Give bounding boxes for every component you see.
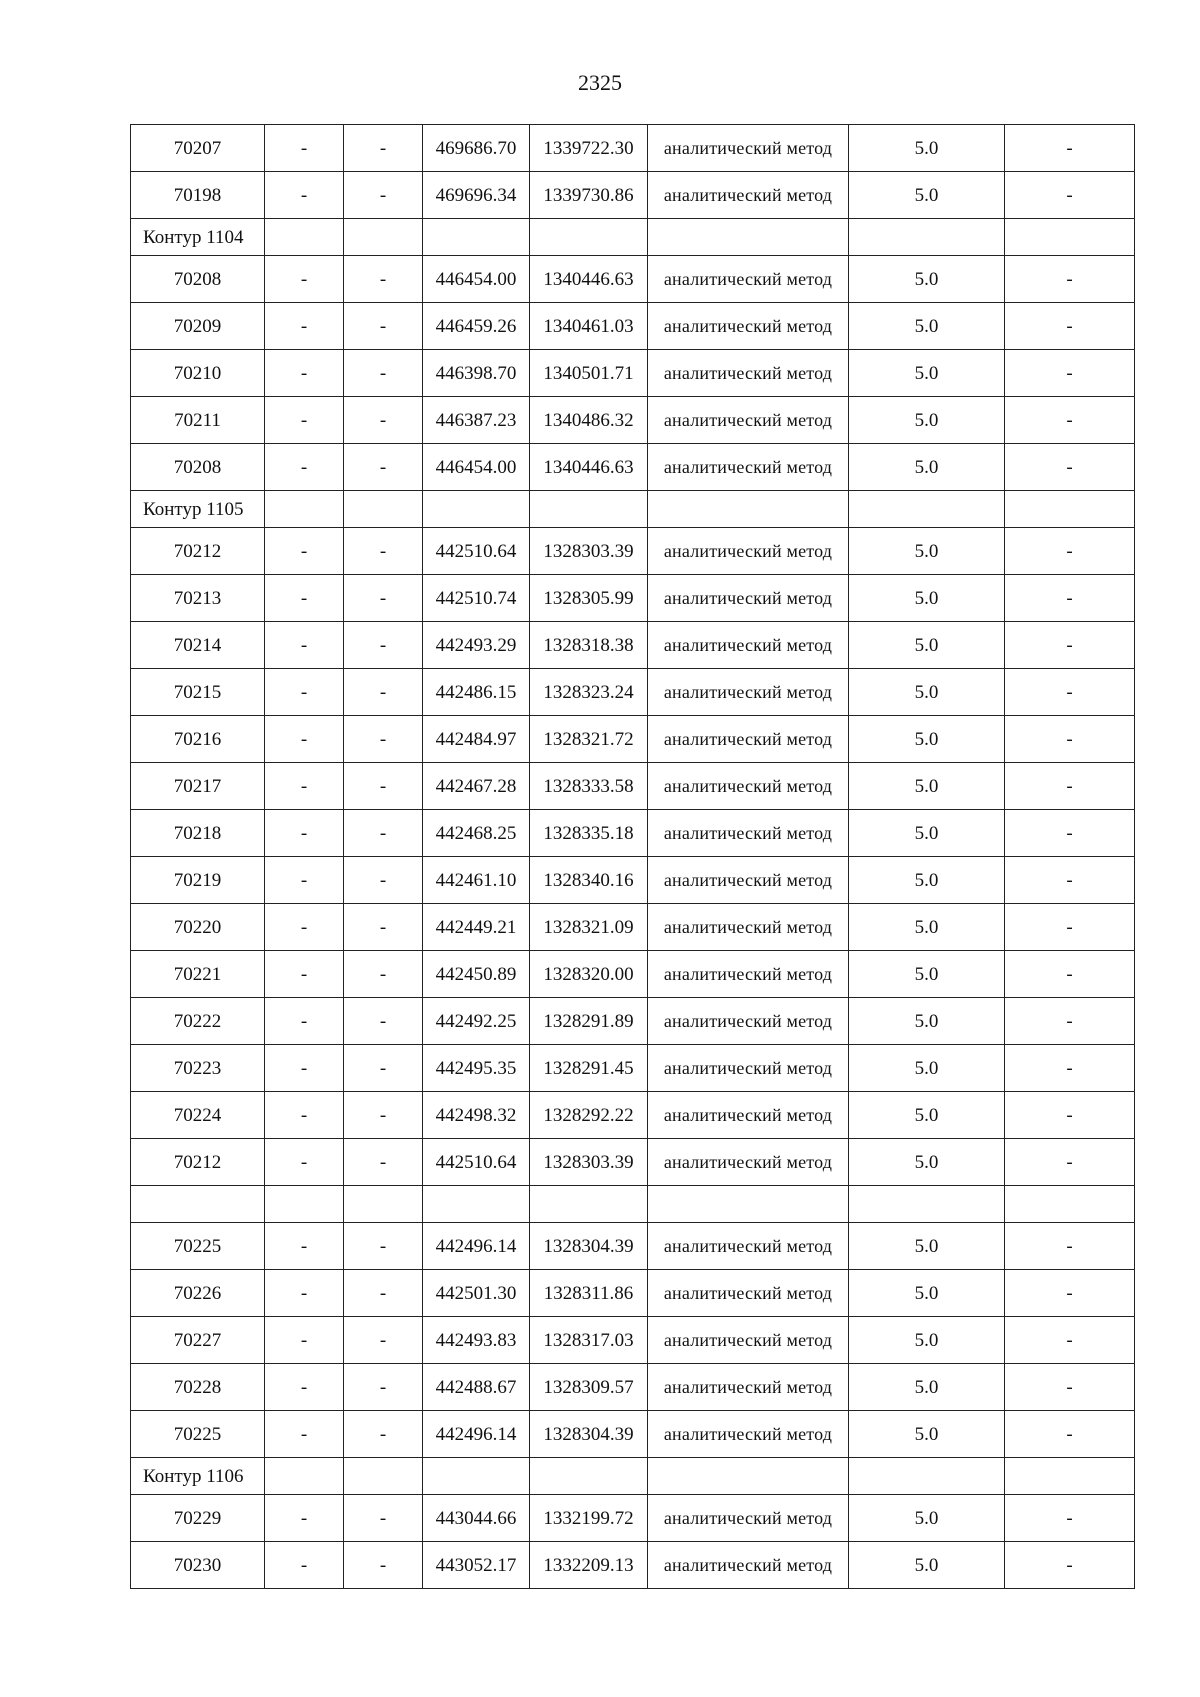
method-cell: аналитический метод (648, 303, 849, 350)
table-row (131, 1495, 1135, 1542)
table-row (131, 1223, 1135, 1270)
dash-cell: - (1005, 256, 1135, 303)
contour-header-row (131, 219, 1135, 256)
dash-cell: - (265, 810, 344, 857)
point-id-cell: 70223 (131, 1045, 265, 1092)
contour-header-row (131, 1458, 1135, 1495)
accuracy-cell: 5.0 (849, 810, 1005, 857)
point-id-cell: 70215 (131, 669, 265, 716)
table-row (131, 350, 1135, 397)
dash-cell: - (344, 1364, 423, 1411)
dash-cell: - (265, 716, 344, 763)
y-coordinate-cell: 1328303.39 (530, 1139, 648, 1186)
point-id-cell: 70216 (131, 716, 265, 763)
method-cell: аналитический метод (648, 172, 849, 219)
dash-cell: - (344, 125, 423, 172)
method-cell: аналитический метод (648, 669, 849, 716)
contour-label: Контур 1106 (131, 1458, 265, 1495)
y-coordinate-cell: 1328292.22 (530, 1092, 648, 1139)
dash-cell: - (1005, 1495, 1135, 1542)
y-coordinate-cell: 1328333.58 (530, 763, 648, 810)
accuracy-cell: 5.0 (849, 1495, 1005, 1542)
contour-header-row (131, 1186, 1135, 1223)
dash-cell: - (1005, 951, 1135, 998)
accuracy-cell: 5.0 (849, 528, 1005, 575)
accuracy-cell: 5.0 (849, 622, 1005, 669)
dash-cell: - (344, 444, 423, 491)
table-row (131, 951, 1135, 998)
point-id-cell: 70214 (131, 622, 265, 669)
empty-cell (265, 491, 344, 528)
dash-cell: - (1005, 669, 1135, 716)
table-row (131, 1317, 1135, 1364)
empty-cell (423, 219, 530, 256)
table-row (131, 810, 1135, 857)
dash-cell: - (344, 1139, 423, 1186)
y-coordinate-cell: 1328304.39 (530, 1223, 648, 1270)
table-row (131, 763, 1135, 810)
table-row (131, 1542, 1135, 1589)
accuracy-cell: 5.0 (849, 951, 1005, 998)
dash-cell: - (344, 904, 423, 951)
accuracy-cell: 5.0 (849, 350, 1005, 397)
dash-cell: - (1005, 904, 1135, 951)
dash-cell: - (265, 1411, 344, 1458)
empty-cell (423, 491, 530, 528)
y-coordinate-cell: 1328305.99 (530, 575, 648, 622)
table-row (131, 125, 1135, 172)
point-id-cell: 70198 (131, 172, 265, 219)
empty-cell (1005, 1458, 1135, 1495)
x-coordinate-cell: 442510.64 (423, 1139, 530, 1186)
dash-cell: - (344, 1270, 423, 1317)
dash-cell: - (344, 857, 423, 904)
point-id-cell: 70208 (131, 256, 265, 303)
x-coordinate-cell: 442492.25 (423, 998, 530, 1045)
method-cell: аналитический метод (648, 998, 849, 1045)
y-coordinate-cell: 1340486.32 (530, 397, 648, 444)
dash-cell: - (344, 716, 423, 763)
accuracy-cell: 5.0 (849, 172, 1005, 219)
method-cell: аналитический метод (648, 256, 849, 303)
x-coordinate-cell: 442468.25 (423, 810, 530, 857)
dash-cell: - (1005, 125, 1135, 172)
point-id-cell: 70227 (131, 1317, 265, 1364)
dash-cell: - (265, 1542, 344, 1589)
accuracy-cell: 5.0 (849, 397, 1005, 444)
x-coordinate-cell: 446454.00 (423, 256, 530, 303)
table-row (131, 1092, 1135, 1139)
page-number: 2325 (578, 70, 622, 95)
dash-cell: - (265, 1270, 344, 1317)
method-cell: аналитический метод (648, 1542, 849, 1589)
table-row (131, 1139, 1135, 1186)
method-cell: аналитический метод (648, 444, 849, 491)
point-id-cell: 70229 (131, 1495, 265, 1542)
x-coordinate-cell: 442493.83 (423, 1317, 530, 1364)
dash-cell: - (1005, 998, 1135, 1045)
point-id-cell: 70209 (131, 303, 265, 350)
accuracy-cell: 5.0 (849, 1364, 1005, 1411)
empty-cell (423, 1458, 530, 1495)
x-coordinate-cell: 443044.66 (423, 1495, 530, 1542)
x-coordinate-cell: 446398.70 (423, 350, 530, 397)
method-cell: аналитический метод (648, 1317, 849, 1364)
dash-cell: - (1005, 716, 1135, 763)
x-coordinate-cell: 442496.14 (423, 1411, 530, 1458)
y-coordinate-cell: 1339730.86 (530, 172, 648, 219)
x-coordinate-cell: 442496.14 (423, 1223, 530, 1270)
accuracy-cell: 5.0 (849, 1411, 1005, 1458)
y-coordinate-cell: 1328335.18 (530, 810, 648, 857)
accuracy-cell: 5.0 (849, 256, 1005, 303)
y-coordinate-cell: 1328291.45 (530, 1045, 648, 1092)
y-coordinate-cell: 1328323.24 (530, 669, 648, 716)
method-cell: аналитический метод (648, 904, 849, 951)
method-cell: аналитический метод (648, 810, 849, 857)
dash-cell: - (344, 622, 423, 669)
dash-cell: - (265, 1495, 344, 1542)
empty-cell (1005, 1186, 1135, 1223)
empty-cell (849, 219, 1005, 256)
accuracy-cell: 5.0 (849, 303, 1005, 350)
table-row (131, 904, 1135, 951)
point-id-cell: 70218 (131, 810, 265, 857)
y-coordinate-cell: 1328304.39 (530, 1411, 648, 1458)
y-coordinate-cell: 1328321.72 (530, 716, 648, 763)
point-id-cell: 70230 (131, 1542, 265, 1589)
table-row (131, 716, 1135, 763)
dash-cell: - (265, 1045, 344, 1092)
dash-cell: - (265, 350, 344, 397)
empty-cell (265, 1186, 344, 1223)
dash-cell: - (265, 256, 344, 303)
empty-cell (530, 219, 648, 256)
dash-cell: - (344, 350, 423, 397)
dash-cell: - (265, 397, 344, 444)
dash-cell: - (344, 810, 423, 857)
method-cell: аналитический метод (648, 528, 849, 575)
contour-label (131, 1186, 265, 1223)
dash-cell: - (265, 125, 344, 172)
accuracy-cell: 5.0 (849, 125, 1005, 172)
method-cell: аналитический метод (648, 1495, 849, 1542)
point-id-cell: 70217 (131, 763, 265, 810)
empty-cell (648, 1458, 849, 1495)
dash-cell: - (344, 951, 423, 998)
accuracy-cell: 5.0 (849, 669, 1005, 716)
y-coordinate-cell: 1328311.86 (530, 1270, 648, 1317)
method-cell: аналитический метод (648, 951, 849, 998)
accuracy-cell: 5.0 (849, 1270, 1005, 1317)
dash-cell: - (344, 763, 423, 810)
empty-cell (344, 219, 423, 256)
dash-cell: - (344, 397, 423, 444)
empty-cell (849, 1458, 1005, 1495)
accuracy-cell: 5.0 (849, 904, 1005, 951)
point-id-cell: 70212 (131, 1139, 265, 1186)
dash-cell: - (265, 444, 344, 491)
point-id-cell: 70222 (131, 998, 265, 1045)
dash-cell: - (344, 256, 423, 303)
table-row (131, 1411, 1135, 1458)
empty-cell (849, 1186, 1005, 1223)
point-id-cell: 70219 (131, 857, 265, 904)
dash-cell: - (1005, 622, 1135, 669)
table-body (131, 125, 1135, 1589)
dash-cell: - (1005, 810, 1135, 857)
coordinates-table (130, 124, 1135, 1589)
dash-cell: - (265, 1317, 344, 1364)
method-cell: аналитический метод (648, 1223, 849, 1270)
dash-cell: - (344, 998, 423, 1045)
dash-cell: - (1005, 763, 1135, 810)
empty-cell (530, 1186, 648, 1223)
y-coordinate-cell: 1340501.71 (530, 350, 648, 397)
method-cell: аналитический метод (648, 1270, 849, 1317)
empty-cell (530, 1458, 648, 1495)
point-id-cell: 70225 (131, 1411, 265, 1458)
dash-cell: - (344, 575, 423, 622)
dash-cell: - (344, 303, 423, 350)
x-coordinate-cell: 469696.34 (423, 172, 530, 219)
accuracy-cell: 5.0 (849, 1317, 1005, 1364)
dash-cell: - (1005, 1223, 1135, 1270)
y-coordinate-cell: 1328317.03 (530, 1317, 648, 1364)
method-cell: аналитический метод (648, 716, 849, 763)
method-cell: аналитический метод (648, 1139, 849, 1186)
dash-cell: - (265, 303, 344, 350)
accuracy-cell: 5.0 (849, 575, 1005, 622)
dash-cell: - (1005, 1364, 1135, 1411)
x-coordinate-cell: 442493.29 (423, 622, 530, 669)
dash-cell: - (265, 528, 344, 575)
table-row (131, 528, 1135, 575)
dash-cell: - (1005, 444, 1135, 491)
empty-cell (265, 1458, 344, 1495)
x-coordinate-cell: 442467.28 (423, 763, 530, 810)
accuracy-cell: 5.0 (849, 857, 1005, 904)
point-id-cell: 70212 (131, 528, 265, 575)
x-coordinate-cell: 442486.15 (423, 669, 530, 716)
method-cell: аналитический метод (648, 1045, 849, 1092)
method-cell: аналитический метод (648, 763, 849, 810)
method-cell: аналитический метод (648, 125, 849, 172)
x-coordinate-cell: 442498.32 (423, 1092, 530, 1139)
dash-cell: - (265, 763, 344, 810)
y-coordinate-cell: 1328340.16 (530, 857, 648, 904)
point-id-cell: 70224 (131, 1092, 265, 1139)
method-cell: аналитический метод (648, 575, 849, 622)
dash-cell: - (344, 528, 423, 575)
empty-cell (344, 491, 423, 528)
dash-cell: - (1005, 350, 1135, 397)
empty-cell (849, 491, 1005, 528)
accuracy-cell: 5.0 (849, 763, 1005, 810)
table-row (131, 857, 1135, 904)
point-id-cell: 70225 (131, 1223, 265, 1270)
dash-cell: - (344, 1542, 423, 1589)
point-id-cell: 70213 (131, 575, 265, 622)
y-coordinate-cell: 1339722.30 (530, 125, 648, 172)
empty-cell (648, 219, 849, 256)
dash-cell: - (265, 1223, 344, 1270)
dash-cell: - (344, 669, 423, 716)
accuracy-cell: 5.0 (849, 1223, 1005, 1270)
point-id-cell: 70211 (131, 397, 265, 444)
y-coordinate-cell: 1328318.38 (530, 622, 648, 669)
x-coordinate-cell: 446454.00 (423, 444, 530, 491)
table-row (131, 303, 1135, 350)
y-coordinate-cell: 1328303.39 (530, 528, 648, 575)
dash-cell: - (1005, 1092, 1135, 1139)
accuracy-cell: 5.0 (849, 716, 1005, 763)
dash-cell: - (265, 857, 344, 904)
dash-cell: - (344, 1092, 423, 1139)
dash-cell: - (1005, 528, 1135, 575)
x-coordinate-cell: 442501.30 (423, 1270, 530, 1317)
point-id-cell: 70220 (131, 904, 265, 951)
dash-cell: - (1005, 1270, 1135, 1317)
empty-cell (265, 219, 344, 256)
table-row (131, 669, 1135, 716)
table-row (131, 444, 1135, 491)
accuracy-cell: 5.0 (849, 1542, 1005, 1589)
empty-cell (423, 1186, 530, 1223)
dash-cell: - (265, 904, 344, 951)
x-coordinate-cell: 442488.67 (423, 1364, 530, 1411)
table-row (131, 1045, 1135, 1092)
contour-label: Контур 1105 (131, 491, 265, 528)
empty-cell (1005, 491, 1135, 528)
method-cell: аналитический метод (648, 857, 849, 904)
dash-cell: - (1005, 397, 1135, 444)
y-coordinate-cell: 1340446.63 (530, 444, 648, 491)
accuracy-cell: 5.0 (849, 1045, 1005, 1092)
y-coordinate-cell: 1332209.13 (530, 1542, 648, 1589)
table-row (131, 1364, 1135, 1411)
dash-cell: - (344, 1317, 423, 1364)
table-row (131, 1270, 1135, 1317)
dash-cell: - (344, 1411, 423, 1458)
table-row (131, 256, 1135, 303)
dash-cell: - (344, 1495, 423, 1542)
dash-cell: - (1005, 575, 1135, 622)
empty-cell (1005, 219, 1135, 256)
method-cell: аналитический метод (648, 397, 849, 444)
point-id-cell: 70221 (131, 951, 265, 998)
point-id-cell: 70210 (131, 350, 265, 397)
table-row (131, 172, 1135, 219)
dash-cell: - (1005, 857, 1135, 904)
empty-cell (344, 1458, 423, 1495)
y-coordinate-cell: 1340446.63 (530, 256, 648, 303)
x-coordinate-cell: 446459.26 (423, 303, 530, 350)
dash-cell: - (344, 172, 423, 219)
dash-cell: - (1005, 172, 1135, 219)
contour-header-row (131, 491, 1135, 528)
dash-cell: - (265, 622, 344, 669)
y-coordinate-cell: 1328309.57 (530, 1364, 648, 1411)
dash-cell: - (265, 172, 344, 219)
accuracy-cell: 5.0 (849, 998, 1005, 1045)
dash-cell: - (1005, 1411, 1135, 1458)
method-cell: аналитический метод (648, 622, 849, 669)
contour-label: Контур 1104 (131, 219, 265, 256)
x-coordinate-cell: 442495.35 (423, 1045, 530, 1092)
method-cell: аналитический метод (648, 1364, 849, 1411)
dash-cell: - (1005, 1139, 1135, 1186)
accuracy-cell: 5.0 (849, 444, 1005, 491)
x-coordinate-cell: 443052.17 (423, 1542, 530, 1589)
empty-cell (530, 491, 648, 528)
point-id-cell: 70207 (131, 125, 265, 172)
table-row (131, 622, 1135, 669)
x-coordinate-cell: 446387.23 (423, 397, 530, 444)
dash-cell: - (1005, 1045, 1135, 1092)
x-coordinate-cell: 442461.10 (423, 857, 530, 904)
dash-cell: - (344, 1045, 423, 1092)
accuracy-cell: 5.0 (849, 1092, 1005, 1139)
empty-cell (648, 1186, 849, 1223)
dash-cell: - (1005, 1317, 1135, 1364)
y-coordinate-cell: 1328320.00 (530, 951, 648, 998)
table-row (131, 397, 1135, 444)
point-id-cell: 70226 (131, 1270, 265, 1317)
x-coordinate-cell: 442484.97 (423, 716, 530, 763)
x-coordinate-cell: 442449.21 (423, 904, 530, 951)
method-cell: аналитический метод (648, 350, 849, 397)
y-coordinate-cell: 1328321.09 (530, 904, 648, 951)
point-id-cell: 70208 (131, 444, 265, 491)
y-coordinate-cell: 1340461.03 (530, 303, 648, 350)
empty-cell (344, 1186, 423, 1223)
table-row (131, 575, 1135, 622)
y-coordinate-cell: 1332199.72 (530, 1495, 648, 1542)
dash-cell: - (265, 1139, 344, 1186)
dash-cell: - (344, 1223, 423, 1270)
dash-cell: - (1005, 303, 1135, 350)
method-cell: аналитический метод (648, 1411, 849, 1458)
empty-cell (648, 491, 849, 528)
table-row (131, 998, 1135, 1045)
dash-cell: - (265, 1092, 344, 1139)
dash-cell: - (265, 998, 344, 1045)
x-coordinate-cell: 442510.64 (423, 528, 530, 575)
dash-cell: - (1005, 1542, 1135, 1589)
y-coordinate-cell: 1328291.89 (530, 998, 648, 1045)
dash-cell: - (265, 1364, 344, 1411)
dash-cell: - (265, 951, 344, 998)
dash-cell: - (265, 669, 344, 716)
method-cell: аналитический метод (648, 1092, 849, 1139)
x-coordinate-cell: 469686.70 (423, 125, 530, 172)
point-id-cell: 70228 (131, 1364, 265, 1411)
dash-cell: - (265, 575, 344, 622)
x-coordinate-cell: 442450.89 (423, 951, 530, 998)
x-coordinate-cell: 442510.74 (423, 575, 530, 622)
accuracy-cell: 5.0 (849, 1139, 1005, 1186)
